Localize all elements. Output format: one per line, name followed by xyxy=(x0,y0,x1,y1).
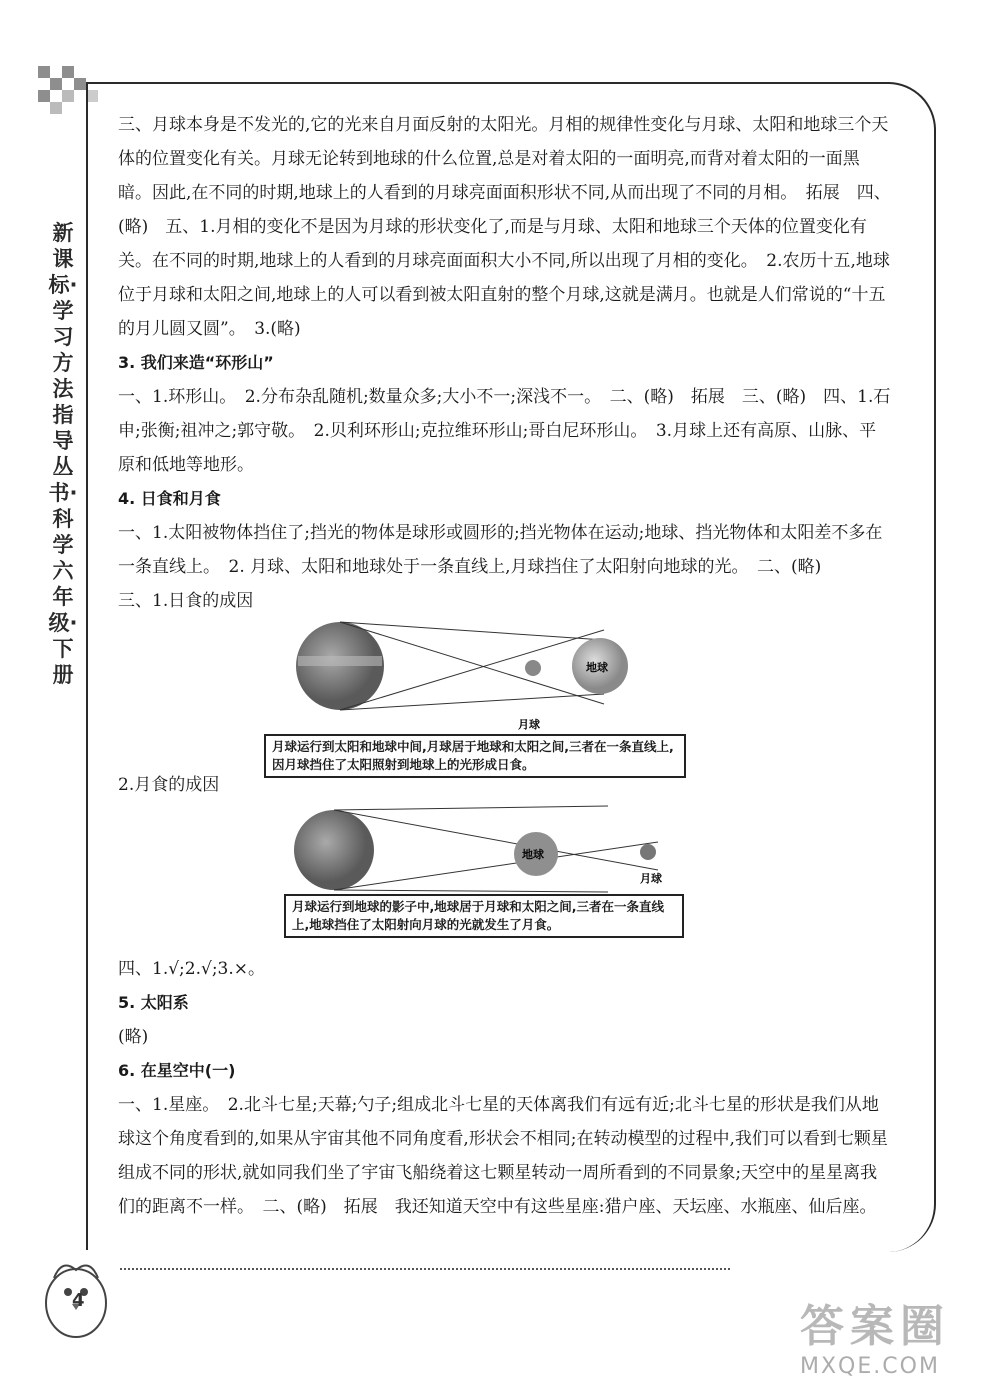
section3-heading: 3. 我们来造“环形山” xyxy=(118,353,274,372)
main-content xyxy=(118,108,892,1224)
section5-heading: 5. 太阳系 xyxy=(118,993,189,1012)
lunar-eclipse-title: 2.月食的成因 xyxy=(118,775,220,795)
lunar-moon-label: 月球 xyxy=(640,872,662,885)
solar-eclipse-title: 三、1.日食的成因 xyxy=(118,591,254,611)
solar-earth-label: 地球 xyxy=(586,661,608,674)
moon-shape xyxy=(525,660,541,676)
solar-eclipse-caption: 月球运行到太阳和地球中间,月球居于地球和太阳之间,三者在一条直线上,因月球挡住了太阳照射到地球上的光形成日食。 xyxy=(264,734,686,778)
sun-shape-2 xyxy=(294,810,374,890)
moon-shape-2 xyxy=(640,844,656,860)
page-frame-left xyxy=(86,82,88,1250)
solar-moon-label: 月球 xyxy=(518,718,540,731)
section6-text: 一、1.星座。 2.北斗七星;天幕;勺子;组成北斗七星的天体离我们有远有近;北斗七星的形状是我们从地球这个角度看到的,如果从宇宙其他不同角度看,形状会不相同;在转动模型的过程中,我们可以看到七颗星组成不同的形状,就如同我们坐了宇宙飞船绕着这七颗星转动一周所看到的不同景象;天空中的星星离我们的距离不一样。 二、(略) 拓展 我还知道天空中有这些星座:猎户座、天坛座、水瓶座、仙后座。 xyxy=(118,1095,888,1217)
section5-text: (略) xyxy=(118,1027,149,1047)
watermark xyxy=(800,1290,990,1380)
section4-answers: 四、1.√;2.√;3.×。 xyxy=(118,959,266,979)
page-number: 4 xyxy=(72,1290,85,1311)
watermark-title: 答案圈 xyxy=(800,1301,950,1352)
side-title: 新课标·学习方法指导丛书·科学六年级·下册 xyxy=(48,221,78,687)
section3-text: 一、1.环形山。 2.分布杂乱随机;数量众多;大小不一;深浅不一。 二、(略) 拓展 三、(略) 四、1.石申;张衡;祖冲之;郭守敬。 2.贝利环形山;克拉维环形山;哥白尼环形山。 3.月球上还有高原、山脉、平原和低地等地形。 xyxy=(118,387,891,475)
section6-heading: 6. 在星空中(一) xyxy=(118,1061,236,1080)
solar-eclipse-figure xyxy=(118,618,892,772)
lunar-eclipse-figure xyxy=(118,802,892,952)
lunar-earth-label: 地球 xyxy=(522,848,544,861)
lunar-eclipse-caption: 月球运行到地球的影子中,地球居于月球和太阳之间,三者在一条直线上,地球挡住了太阳射向月球的光就发生了月食。 xyxy=(284,894,684,938)
section4-heading: 4. 日食和月食 xyxy=(118,489,221,508)
bottom-divider xyxy=(120,1268,730,1270)
section4-text: 一、1.太阳被物体挡住了;挡光的物体是球形或圆形的;挡光物体在运动;地球、挡光物体和太阳差不多在一条直线上。 2. 月球、太阳和地球处于一条直线上,月球挡住了太阳射向地球的光。 二、(略) xyxy=(118,523,883,577)
watermark-url: MXQE.COM xyxy=(800,1354,940,1379)
paragraph-moon-phases: 三、月球本身是不发光的,它的光来自月面反射的太阳光。月相的规律性变化与月球、太阳和地球三个天体的位置变化有关。月球无论转到地球的什么位置,总是对着太阳的一面明亮,而背对着太阳的一面黑暗。因此,在不同的时期,地球上的人看到的月球亮面面积形状不同,从而出现了不同的月相。 拓展 四、(略) 五、1.月相的变化不是因为月球的形状变化了,而是与月球、太阳和地球三个天体的位置变化有关。在不同的时期,地球上的人看到的月球亮面面积大小不同,所以出现了月相的变化。 2.农历十五,地球位于月球和太阳之间,地球上的人可以看到被太阳直射的整个月球,这就是满月。也就是人们常说的“十五的月儿圆又圆”。 3.(略) xyxy=(118,115,891,339)
